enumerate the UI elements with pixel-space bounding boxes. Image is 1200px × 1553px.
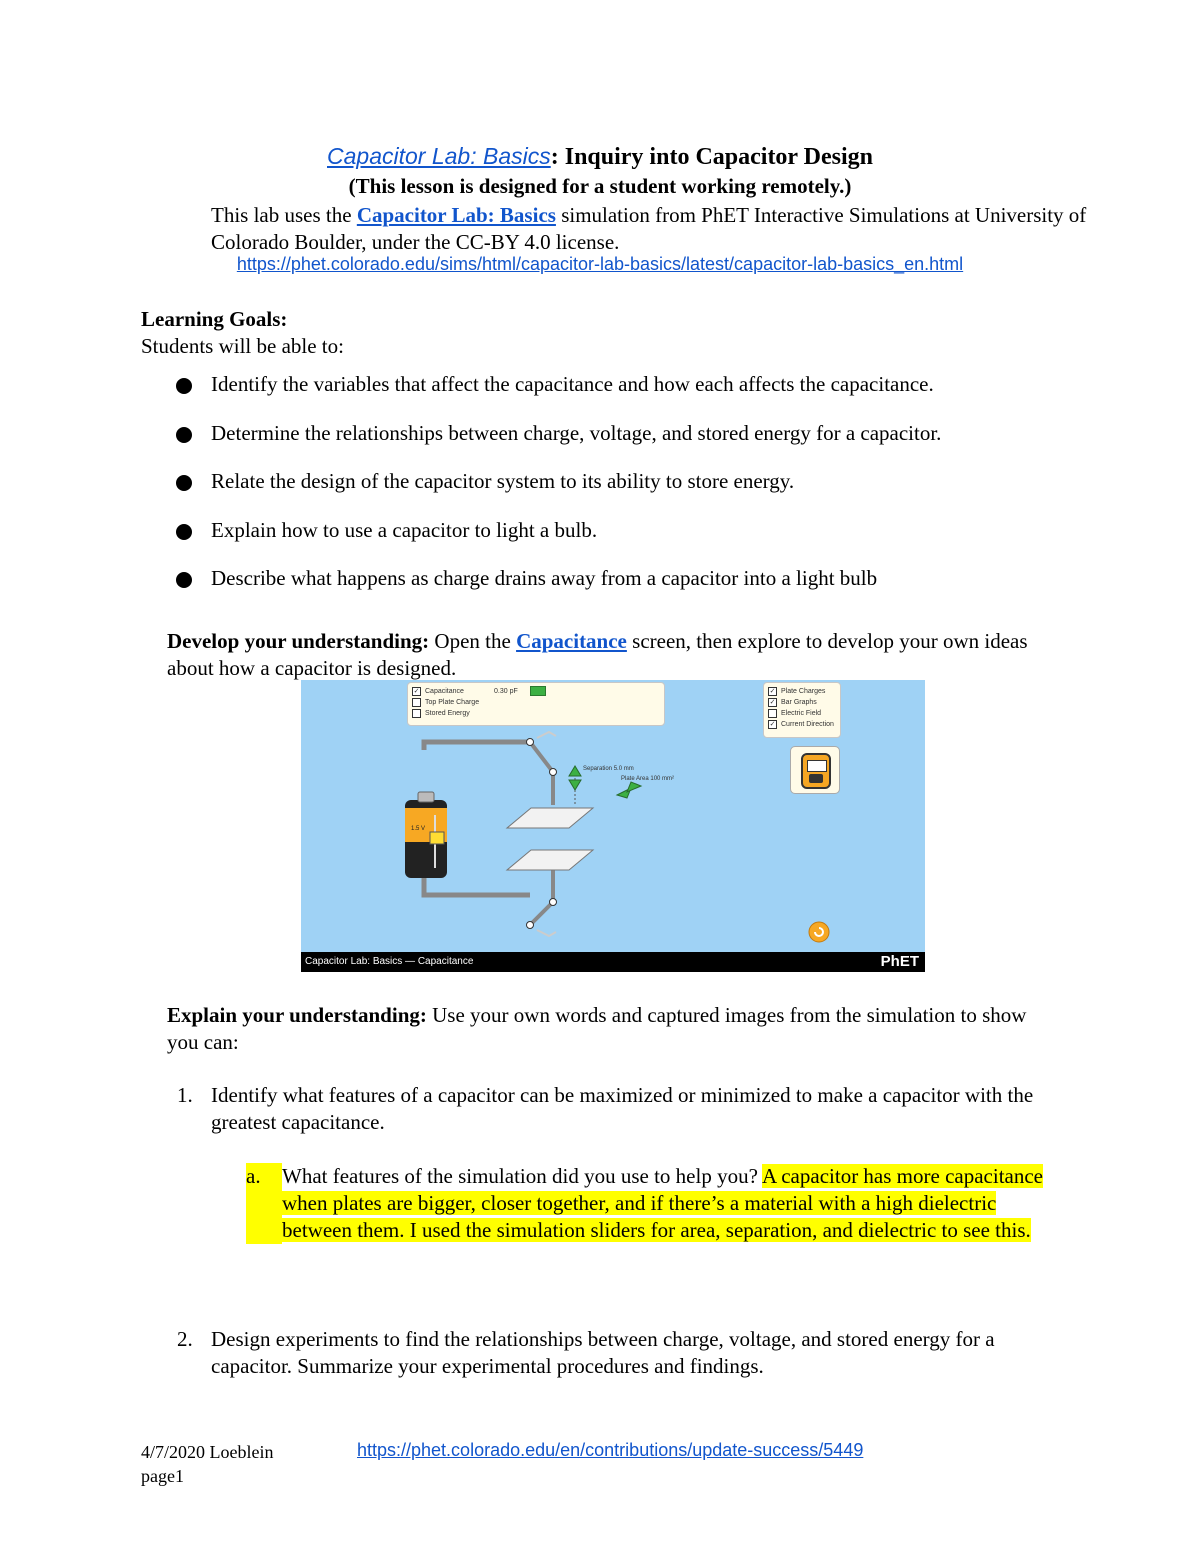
bullet-icon	[176, 572, 192, 588]
footer-page: page1	[141, 1466, 184, 1486]
bullet-icon	[176, 427, 192, 443]
question-number: 1.	[177, 1083, 193, 1107]
intro-sim-link[interactable]: Capacitor Lab: Basics	[356, 203, 556, 227]
area-arrow-icon	[627, 782, 641, 792]
footer-url-container	[357, 1440, 863, 1461]
goal-text: Explain how to use a capacitor to light a bulb.	[211, 517, 598, 542]
sim-footer-bar	[301, 952, 925, 972]
list-item	[176, 566, 1076, 615]
switch-node	[527, 739, 534, 746]
goal-text: Determine the relationships between charge, voltage, and stored energy for a capacitor.	[211, 420, 942, 445]
checkbox-label: Capacitance	[425, 688, 464, 695]
question-2	[177, 1326, 1057, 1380]
goal-text: Describe what happens as charge drains away from a capacitor into a light bulb	[211, 566, 878, 590]
explain-label: Explain your understanding:	[167, 1003, 427, 1027]
checkbox-label: Current Direction	[781, 721, 834, 728]
open-switch-contact	[537, 732, 556, 738]
checkbox-label: Plate Charges	[781, 688, 826, 695]
capacitance-screen-link[interactable]: Capacitance	[516, 629, 627, 653]
checkbox-checked-icon: ✓	[769, 688, 776, 695]
separation-arrow-icon	[569, 780, 581, 790]
goal-text: Relate the design of the capacitor system to its ability to store energy.	[211, 469, 795, 493]
question-text: Design experiments to find the relationships between charge, voltage, and stored energy for a capacitor. Summarize your experimental procedures and findings.	[211, 1327, 995, 1378]
checkbox-label: Electric Field	[781, 710, 822, 717]
battery-slider-thumb	[430, 832, 444, 844]
battery-terminal	[418, 792, 434, 802]
title-text: : Inquiry into Capacitor Design	[550, 144, 873, 170]
area-label: Plate Area 100 mm²	[621, 776, 675, 782]
sim-url-container	[0, 254, 1200, 275]
develop-paragraph	[167, 628, 1057, 682]
reset-button	[809, 922, 829, 942]
sub-question-content	[282, 1163, 1056, 1244]
explain-paragraph	[167, 1002, 1057, 1056]
footer-date-author: 4/7/2020 Loeblein	[141, 1442, 274, 1462]
checkbox-label: Top Plate Charge	[425, 699, 480, 706]
explain-text: Use your own words and captured images from the simulation to show you can:	[167, 1003, 1027, 1054]
highlighted-answer[interactable]: A capacitor has more capacitance when plates are bigger, closer together, and if there’s a material with a high dielectric between them. I used the simulation sliders for area, separation, and dielectric to see this.	[282, 1164, 1043, 1242]
sim-footer-title: Capacitor Lab: Basics — Capacitance	[305, 956, 474, 967]
learning-goals-lead: Students will be able to:	[141, 334, 344, 358]
list-item	[176, 421, 1076, 470]
separation-arrow-icon	[569, 766, 581, 776]
switch-node	[527, 922, 534, 929]
switch-node	[550, 899, 557, 906]
develop-after: screen, then explore to develop your own ideas about how a capacitor is designed.	[167, 629, 1028, 680]
bottom-switch	[530, 902, 553, 925]
separation-label: Separation 5.0 mm	[583, 766, 634, 772]
simulation-screenshot	[301, 680, 925, 972]
develop-label: Develop your understanding:	[167, 629, 430, 653]
battery-voltage-label: 1.5 V	[411, 826, 426, 832]
question-text: Identify what features of a capacitor can be maximized or minimized to make a capacitor with the greatest capacitance.	[211, 1083, 1034, 1134]
capacitance-readout: 0.30 pF	[494, 687, 518, 695]
circuit-diagram	[301, 680, 925, 952]
sim-url-link[interactable]: https://phet.colorado.edu/sims/html/capacitor-lab-basics/latest/capacitor-lab-basics_en.html	[236, 254, 964, 274]
sub-question-text: What features of the simulation did you use to help you?	[282, 1164, 758, 1188]
top-plate	[507, 808, 593, 828]
goal-text: Identify the variables that affect the capacitance and how each affects the capacitance.	[211, 372, 934, 396]
checkbox-checked-icon: ✓	[769, 721, 776, 728]
checkbox-label: Stored Energy	[425, 710, 470, 717]
sub-question-number: a.	[246, 1163, 282, 1244]
footer-url-link[interactable]: https://phet.colorado.edu/en/contributions/update-success/5449	[357, 1440, 864, 1460]
checkbox-checked-icon: ✓	[769, 699, 776, 706]
switch-node	[550, 769, 557, 776]
intro-after: simulation from PhET Interactive Simulations at University of Colorado Boulder, under the CC-BY 4.0 license.	[211, 203, 1087, 254]
open-switch-contact	[537, 930, 556, 936]
bullet-icon	[176, 475, 192, 491]
footer-info	[141, 1440, 273, 1488]
list-item	[176, 518, 1076, 567]
learning-goals-list	[176, 372, 1076, 615]
question-1	[177, 1082, 1057, 1136]
list-item	[176, 469, 1076, 518]
develop-before: Open the	[429, 629, 517, 653]
bullet-icon	[176, 378, 192, 394]
question-number: 2.	[177, 1327, 193, 1351]
intro-before: This lab uses the	[211, 203, 357, 227]
sub-question-a	[246, 1163, 1056, 1244]
list-item	[176, 372, 1076, 421]
learning-goals-heading: Learning Goals:	[141, 307, 288, 331]
bullet-icon	[176, 524, 192, 540]
bottom-plate	[507, 850, 593, 870]
checkbox-label: Bar Graphs	[781, 699, 817, 706]
document-subtitle: (This lesson is designed for a student working remotely.)	[348, 174, 852, 198]
top-switch	[530, 742, 553, 772]
top-wire-left	[424, 742, 530, 750]
phet-logo[interactable]: PhET	[880, 953, 919, 970]
document-title	[0, 143, 1200, 171]
title-sim-link[interactable]: Capacitor Lab: Basics	[327, 143, 551, 169]
intro-paragraph	[211, 202, 1091, 256]
checkbox-checked-icon: ✓	[413, 688, 420, 695]
